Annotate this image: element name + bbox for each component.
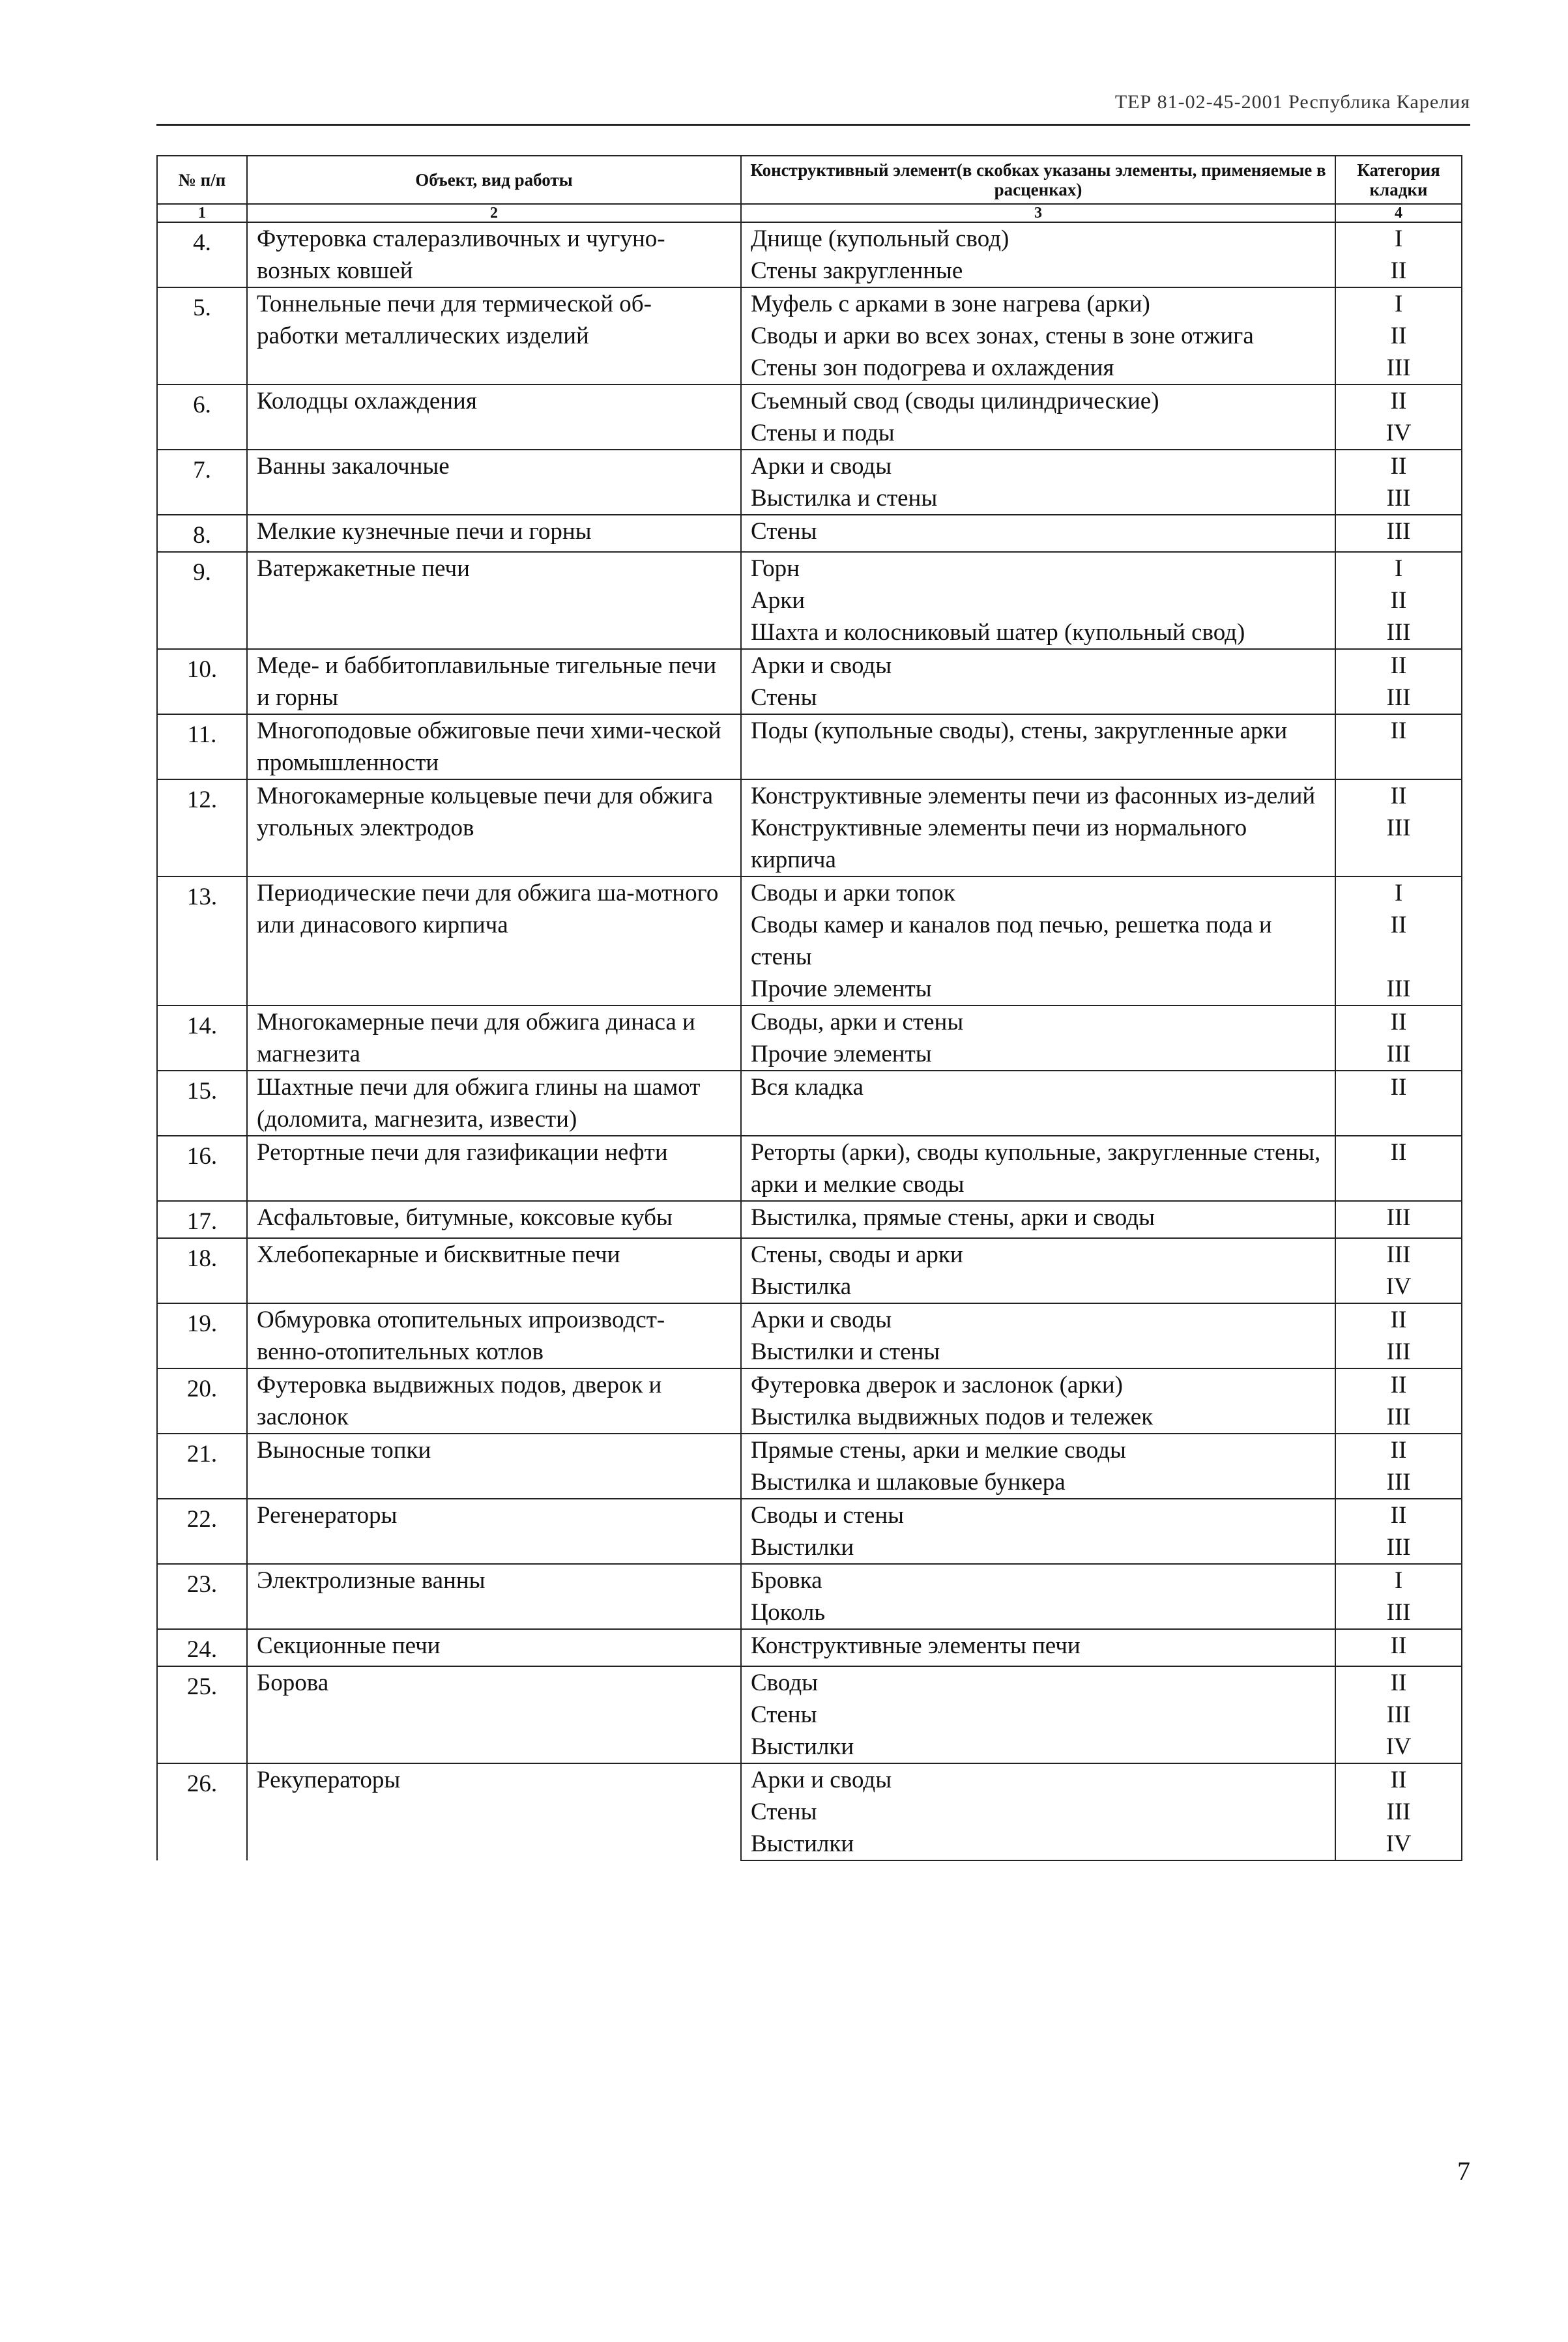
object-cell: Асфальтовые, битумные, коксовые кубы (247, 1201, 741, 1238)
table-row (157, 1071, 1462, 1136)
category-cell: II (1335, 714, 1462, 779)
row-number-cell (157, 384, 247, 450)
element-cell: Горн (741, 552, 1335, 585)
category-cell: II (1335, 1368, 1462, 1401)
column-number-2: 2 (247, 204, 741, 222)
category-cell: I (1335, 552, 1462, 585)
row-number-cell (157, 1629, 247, 1666)
category-cell: III (1335, 482, 1462, 515)
element-cell: Прочие элементы (741, 1038, 1335, 1071)
category-cell: II (1335, 1763, 1462, 1796)
table-row (157, 1368, 1462, 1401)
row-number-cell (157, 649, 247, 714)
category-cell: III (1335, 616, 1462, 649)
category-cell: III (1335, 682, 1462, 714)
element-cell: Конструктивные элементы печи из нормального кирпича (741, 812, 1335, 876)
category-cell: I (1335, 1564, 1462, 1597)
table-row (157, 552, 1462, 585)
element-cell: Поды (купольные своды), стены, закругленные арки (741, 714, 1335, 779)
element-cell: Арки и своды (741, 450, 1335, 482)
column-header-object: Объект, вид работы (247, 156, 741, 204)
element-cell: Выстилка, прямые стены, арки и своды (741, 1201, 1335, 1238)
element-cell: Стены закругленные (741, 255, 1335, 287)
category-cell: III (1335, 1238, 1462, 1271)
element-cell: Выстилка и стены (741, 482, 1335, 515)
element-cell: Арки (741, 585, 1335, 616)
category-cell: III (1335, 973, 1462, 1005)
category-cell: III (1335, 515, 1462, 552)
row-number-cell (157, 450, 247, 515)
category-cell: III (1335, 1699, 1462, 1731)
category-cell: II (1335, 1434, 1462, 1466)
element-cell: Муфель с арками в зоне нагрева (арки) (741, 287, 1335, 320)
row-number-cell (157, 1564, 247, 1629)
object-cell: Обмуровка отопительных ипроизводст-венно-отопительных котлов (247, 1303, 741, 1368)
element-cell: Шахта и колосниковый шатер (купольный свод) (741, 616, 1335, 649)
row-number: 25. (186, 1673, 218, 1700)
category-cell: II (1335, 1005, 1462, 1038)
row-number-cell (157, 714, 247, 779)
row-number: 17. (186, 1208, 218, 1235)
category-cell: II (1335, 450, 1462, 482)
header-rule (156, 124, 1470, 126)
table-row (157, 1136, 1462, 1201)
row-number-cell (157, 1201, 247, 1238)
object-cell: Выносные топки (247, 1434, 741, 1499)
table-row (157, 1629, 1462, 1666)
row-number-cell (157, 515, 247, 552)
category-cell: III (1335, 1531, 1462, 1564)
element-cell: Арки и своды (741, 649, 1335, 682)
row-number-cell (157, 1005, 247, 1071)
object-cell: Ванны закалочные (247, 450, 741, 515)
object-cell: Многоподовые обжиговые печи хими-ческой промышленности (247, 714, 741, 779)
row-number: 8. (193, 522, 211, 549)
object-cell: Мелкие кузнечные печи и горны (247, 515, 741, 552)
object-cell: Борова (247, 1666, 741, 1763)
element-cell: Выстилки (741, 1731, 1335, 1763)
element-cell: Прочие элементы (741, 973, 1335, 1005)
element-cell: Стены зон подогрева и охлаждения (741, 352, 1335, 384)
category-cell: II (1335, 1303, 1462, 1336)
category-cell: I (1335, 222, 1462, 255)
element-cell: Своды камер и каналов под печью, решетка пода и стены (741, 909, 1335, 973)
column-header-element: Конструктивный элемент(в скобках указаны элементы, применяемые в расценках) (741, 156, 1335, 204)
element-cell: Выстилка (741, 1271, 1335, 1303)
object-cell: Регенераторы (247, 1499, 741, 1564)
category-cell: IV (1335, 1828, 1462, 1860)
row-number: 13. (186, 884, 218, 910)
row-number-cell (157, 1238, 247, 1303)
object-cell: Ватержакетные печи (247, 552, 741, 649)
table-header (157, 156, 1462, 222)
element-cell: Вся кладка (741, 1071, 1335, 1136)
table-row (157, 450, 1462, 482)
row-number: 12. (186, 787, 218, 813)
element-cell: Выстилки (741, 1828, 1335, 1860)
row-number: 16. (186, 1143, 218, 1170)
object-cell: Тоннельные печи для термической об-работки металлических изделий (247, 287, 741, 384)
row-number: 4. (193, 229, 211, 256)
element-cell: Своды (741, 1666, 1335, 1699)
table-row (157, 714, 1462, 779)
row-number-cell (157, 1763, 247, 1860)
category-cell: III (1335, 1401, 1462, 1434)
category-cell: III (1335, 1038, 1462, 1071)
row-number-cell (157, 1434, 247, 1499)
table-row (157, 649, 1462, 682)
object-cell: Периодические печи для обжига ша-мотного или динасового кирпича (247, 876, 741, 1005)
row-number: 26. (186, 1771, 218, 1797)
element-cell: Прямые стены, арки и мелкие своды (741, 1434, 1335, 1466)
object-cell: Шахтные печи для обжига глины на шамот (доломита, магнезита, извести) (247, 1071, 741, 1136)
row-number: 19. (186, 1310, 218, 1337)
category-cell: II (1335, 909, 1462, 973)
element-cell: Выстилка и шлаковые бункера (741, 1466, 1335, 1499)
masonry-category-table (156, 155, 1462, 1861)
element-cell: Своды и стены (741, 1499, 1335, 1531)
column-number-4: 4 (1335, 204, 1462, 222)
element-cell: Стены, своды и арки (741, 1238, 1335, 1271)
table-row (157, 384, 1462, 417)
category-cell: II (1335, 779, 1462, 812)
element-cell: Стены (741, 1796, 1335, 1828)
element-cell: Футеровка дверок и заслонок (арки) (741, 1368, 1335, 1401)
element-cell: Выстилка выдвижных подов и тележек (741, 1401, 1335, 1434)
table-row (157, 1238, 1462, 1271)
category-cell: IV (1335, 1271, 1462, 1303)
element-cell: Выстилки и стены (741, 1336, 1335, 1368)
row-number-cell (157, 1666, 247, 1763)
table-row (157, 287, 1462, 320)
table-body (157, 222, 1462, 1860)
row-number: 23. (186, 1571, 218, 1598)
row-number: 6. (193, 392, 211, 418)
category-cell: II (1335, 649, 1462, 682)
object-cell: Рекуператоры (247, 1763, 741, 1860)
column-header-category: Категория кладки (1335, 156, 1462, 204)
table-row (157, 1499, 1462, 1531)
element-cell: Стены (741, 682, 1335, 714)
row-number: 7. (193, 457, 211, 484)
row-number-cell (157, 876, 247, 1005)
row-number: 22. (186, 1506, 218, 1533)
object-cell: Многокамерные печи для обжига динаса и магнезита (247, 1005, 741, 1071)
row-number-cell (157, 1136, 247, 1201)
column-number-1: 1 (157, 204, 247, 222)
table-row (157, 779, 1462, 812)
object-cell: Многокамерные кольцевые печи для обжига угольных электродов (247, 779, 741, 876)
object-cell: Хлебопекарные и бисквитные печи (247, 1238, 741, 1303)
category-cell: II (1335, 255, 1462, 287)
page-number: 7 (1457, 2156, 1470, 2186)
column-number-3: 3 (741, 204, 1335, 222)
row-number-cell (157, 779, 247, 876)
category-cell: II (1335, 1071, 1462, 1136)
object-cell: Секционные печи (247, 1629, 741, 1666)
element-cell: Арки и своды (741, 1763, 1335, 1796)
category-cell: III (1335, 1796, 1462, 1828)
element-cell: Цоколь (741, 1597, 1335, 1629)
category-cell: III (1335, 1336, 1462, 1368)
row-number-cell (157, 1499, 247, 1564)
element-cell: Реторты (арки), своды купольные, закругленные стены, арки и мелкие своды (741, 1136, 1335, 1201)
table-row (157, 222, 1462, 255)
category-cell: I (1335, 876, 1462, 909)
element-cell: Арки и своды (741, 1303, 1335, 1336)
category-cell: III (1335, 812, 1462, 876)
element-cell: Съемный свод (своды цилиндрические) (741, 384, 1335, 417)
category-cell: III (1335, 1466, 1462, 1499)
row-number: 9. (193, 559, 211, 586)
element-cell: Конструктивные элементы печи из фасонных из-делий (741, 779, 1335, 812)
row-number: 11. (187, 721, 217, 748)
row-number-cell (157, 1071, 247, 1136)
row-number: 24. (186, 1636, 218, 1663)
category-cell: II (1335, 1666, 1462, 1699)
category-cell: II (1335, 585, 1462, 616)
object-cell: Электролизные ванны (247, 1564, 741, 1629)
table-row (157, 1201, 1462, 1238)
element-cell: Своды и арки во всех зонах, стены в зоне отжига (741, 320, 1335, 352)
element-cell: Конструктивные элементы печи (741, 1629, 1335, 1666)
object-cell: Футеровка сталеразливочных и чугуно-возных ковшей (247, 222, 741, 287)
category-cell: III (1335, 1597, 1462, 1629)
row-number: 20. (186, 1376, 218, 1402)
row-number-cell (157, 552, 247, 649)
object-cell: Колодцы охлаждения (247, 384, 741, 450)
row-number: 5. (193, 295, 211, 321)
row-number: 14. (186, 1013, 218, 1039)
table-row (157, 1303, 1462, 1336)
column-header-number: № п/п (157, 156, 247, 204)
running-header: ТЕР 81-02-45-2001 Республика Карелия (1114, 91, 1470, 113)
table-row (157, 1564, 1462, 1597)
element-cell: Днище (купольный свод) (741, 222, 1335, 255)
category-cell: I (1335, 287, 1462, 320)
element-cell: Стены (741, 515, 1335, 552)
table-row (157, 515, 1462, 552)
category-cell: II (1335, 320, 1462, 352)
row-number: 21. (186, 1441, 218, 1467)
row-number-cell (157, 287, 247, 384)
row-number: 18. (186, 1245, 218, 1272)
table-row (157, 1763, 1462, 1796)
element-cell: Своды и арки топок (741, 876, 1335, 909)
element-cell: Выстилки (741, 1531, 1335, 1564)
row-number-cell (157, 1368, 247, 1434)
table-row (157, 1005, 1462, 1038)
element-cell: Стены (741, 1699, 1335, 1731)
row-number: 15. (186, 1078, 218, 1105)
object-cell: Меде- и баббитоплавильные тигельные печи и горны (247, 649, 741, 714)
category-cell: III (1335, 1201, 1462, 1238)
category-cell: II (1335, 384, 1462, 417)
row-number-cell (157, 1303, 247, 1368)
row-number: 10. (186, 656, 218, 683)
element-cell: Своды, арки и стены (741, 1005, 1335, 1038)
category-cell: IV (1335, 1731, 1462, 1763)
element-cell: Бровка (741, 1564, 1335, 1597)
table-row (157, 1434, 1462, 1466)
table-row (157, 876, 1462, 909)
category-cell: IV (1335, 417, 1462, 450)
element-cell: Стены и поды (741, 417, 1335, 450)
category-cell: III (1335, 352, 1462, 384)
category-cell: II (1335, 1136, 1462, 1201)
category-cell: II (1335, 1499, 1462, 1531)
category-cell: II (1335, 1629, 1462, 1666)
object-cell: Футеровка выдвижных подов, дверок и заслонок (247, 1368, 741, 1434)
row-number-cell (157, 222, 247, 287)
object-cell: Ретортные печи для газификации нефти (247, 1136, 741, 1201)
table-row (157, 1666, 1462, 1699)
